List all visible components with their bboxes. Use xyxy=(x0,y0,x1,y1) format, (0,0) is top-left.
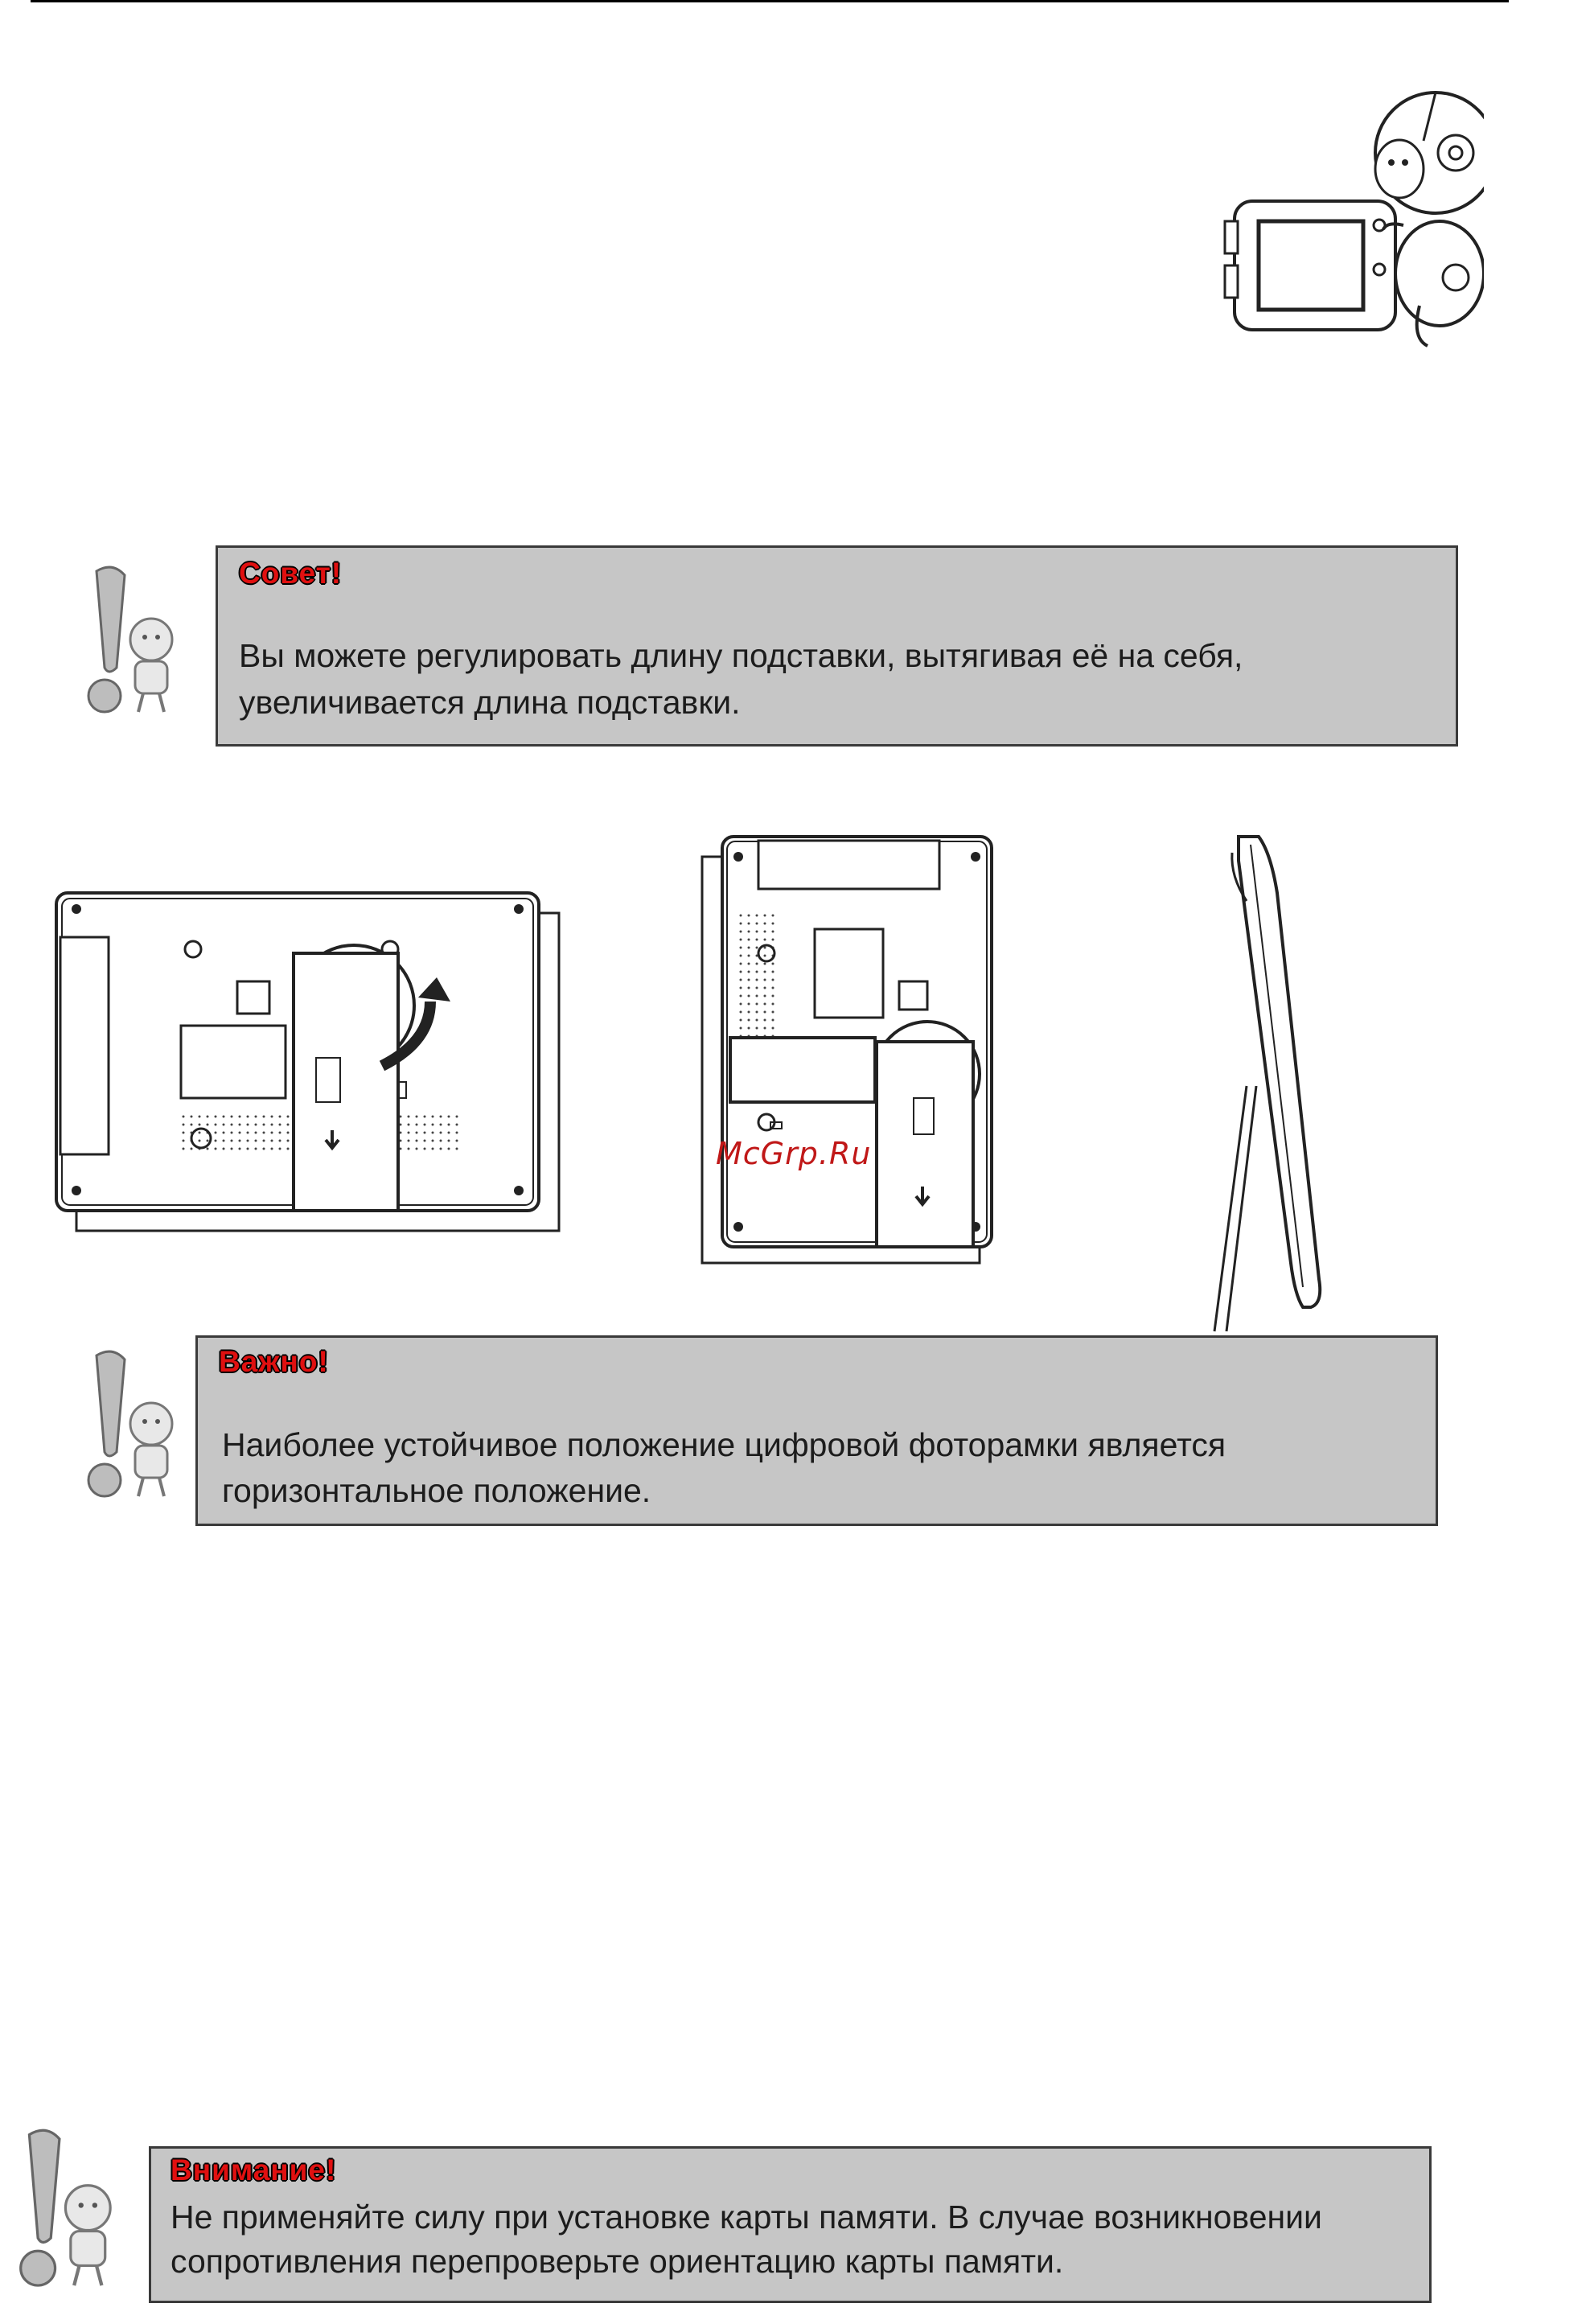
tip-title: Совет! xyxy=(239,557,343,590)
attention-title: Внимание! xyxy=(171,2153,337,2186)
important-title: Важно! xyxy=(219,1345,329,1378)
landscape-frame-illustration xyxy=(52,889,567,1235)
exclamation-robot-icon xyxy=(80,1347,193,1508)
side-view-illustration xyxy=(1182,829,1391,1335)
watermark-text: McGrp.Ru xyxy=(716,1136,872,1171)
robot-with-device-icon xyxy=(1218,64,1484,370)
attention-line-2: сопротивления перепроверьте ориентацию карты памяти. xyxy=(171,2243,1064,2280)
header-rule xyxy=(31,0,1509,2)
portrait-frame-illustration xyxy=(698,833,996,1267)
attention-line-1: Не применяйте силу при установке карты памяти. В случае возникновении xyxy=(171,2199,1322,2236)
exclamation-robot-icon xyxy=(12,2120,133,2305)
tip-line-2: увеличивается длина подставки. xyxy=(239,684,741,721)
exclamation-robot-icon xyxy=(80,563,193,724)
tip-line-1: Вы можете регулировать длину подставки, вытягивая её на себя, xyxy=(239,637,1243,674)
important-line-1: Наиболее устойчивое положение цифровой фоторамки является xyxy=(222,1426,1226,1463)
important-line-2: горизонтальное положение. xyxy=(222,1472,651,1509)
